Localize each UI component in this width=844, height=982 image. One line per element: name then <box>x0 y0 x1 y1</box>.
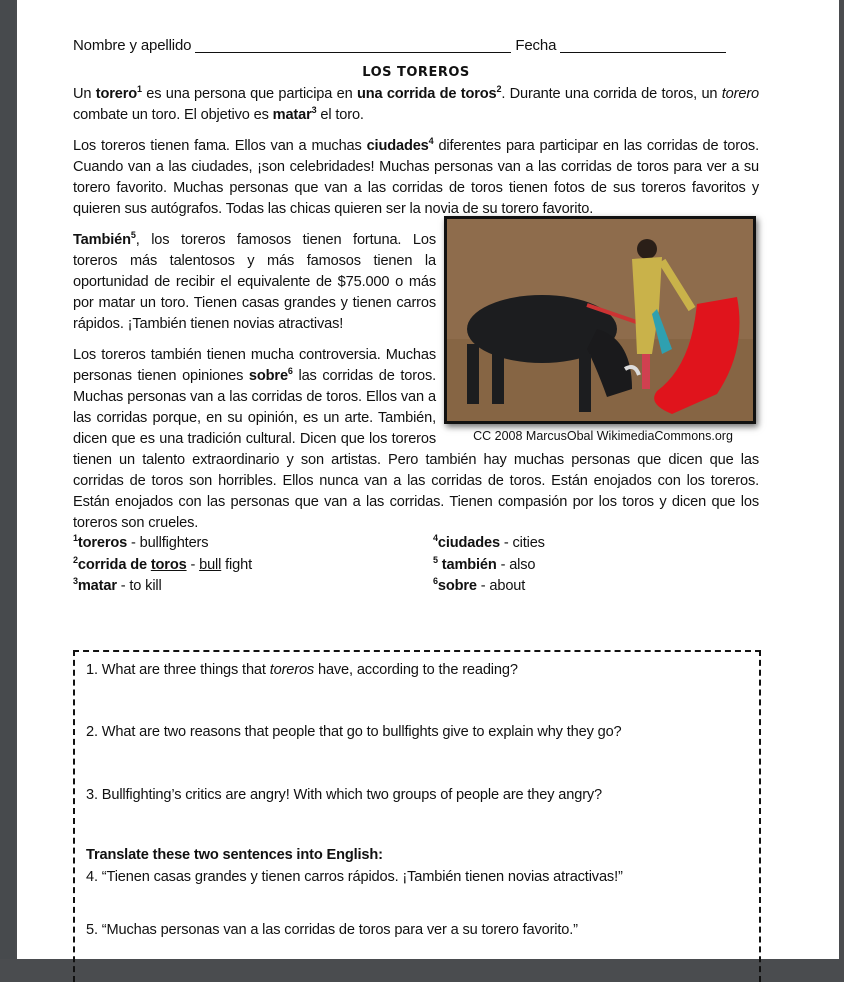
footnote-marker: 4 <box>428 136 434 146</box>
footnote-marker: 2 <box>496 84 502 94</box>
text-run: el toro. <box>316 107 364 123</box>
glossary-item: $^1$toreros - bullfighters <box>73 533 209 551</box>
text-run: es una persona que participa en <box>141 86 357 102</box>
text-run: Los toreros también tienen mucha controversia. Muchas personas tienen opiniones <box>73 347 436 384</box>
glossary-item: $^4$ciudades - cities <box>433 533 545 551</box>
question-2: 2. What are two reasons that people that go to bullfights give to explain why they go? <box>86 724 622 740</box>
text-run: las corridas de toros. Muchas personas van a las corridas de toros. Ellos van a las corridas porque, en su opinión, es un arte. También, dicen que es una tradición cultural. Dicen que los toreros tienen un talento extraordinario y son artistas. Pero también hay muchas personas que dicen que las corridas de toros son horribles. Ellos nunca van a las corridas de toros. Están enojados con los toreros. Están enojados con las personas que van a las corridas. Tienen compasión por los toros y dicen que los toreros son crueles. <box>73 368 759 531</box>
glossary-item: $^5$ también - also <box>433 554 536 573</box>
glossary-item: $^6$sobre - about <box>433 576 526 594</box>
paragraph-1 <box>73 84 759 126</box>
name-label: Nombre y apellido <box>73 37 192 54</box>
bullfight-photo <box>444 216 756 424</box>
date-blank[interactable] <box>560 37 726 53</box>
text-run: torero <box>721 86 759 102</box>
worksheet-content <box>73 34 759 598</box>
glossary <box>73 533 759 598</box>
vocab-term: matar <box>272 107 312 123</box>
text-run: , los toreros famosos tienen fortuna. Los toreros más talentosos y más famosos tienen la oportunidad de recibir el equivalente de $75.000 o más por matar un toro. Tienen casas grandes y tienen carros rápidos. ¡También tienen novias atractivas! <box>73 232 436 332</box>
photo-figure <box>444 216 762 447</box>
footnote-marker: 6 <box>287 366 293 376</box>
name-blank[interactable] <box>195 37 511 53</box>
question-5: 5. “Muchas personas van a las corridas de toros para ver a su torero favorito.” <box>86 922 578 938</box>
vocab-term: sobre <box>248 368 288 384</box>
question-3: 3. Bullfighting’s critics are angry! With which two groups of people are they angry? <box>86 787 603 803</box>
paragraph-2 <box>73 136 759 220</box>
name-date-header <box>73 34 759 56</box>
viewer-sidebar <box>0 0 15 959</box>
questions-box <box>73 650 761 982</box>
question-1: 1. What are three things that toreros have, according to the reading? <box>86 662 518 678</box>
text-run: Los toreros tienen fama. Ellos van a muchas <box>73 138 367 154</box>
vocab-term: torero <box>95 86 138 102</box>
vocab-term: También <box>73 232 131 248</box>
glossary-item: $^3$matar - to kill <box>73 576 162 594</box>
text-run: Un <box>73 86 96 102</box>
date-label: Fecha <box>515 37 557 54</box>
footnote-marker: 1 <box>137 84 142 94</box>
vocab-term: ciudades <box>366 138 429 154</box>
page-title: LOS TOREROS <box>362 65 470 80</box>
glossary-item: $^2$corrida de toros - bull fight <box>73 554 252 573</box>
footnote-marker: 3 <box>311 105 317 115</box>
translate-heading: Translate these two sentences into English: <box>86 847 383 863</box>
text-run: combate un toro. El objetivo es <box>73 107 273 123</box>
text-run: . Durante una corrida de toros, un <box>501 86 722 102</box>
text-run: diferentes para participar en las corridas de toros. Cuando van a las ciudades, ¡son celebridades! Muchas personas van a las corridas de toros para ver a su torero favorito. Muchas personas que van a las corridas de toros tienen fotos de sus toreros favoritos y quieren sus autógrafos. Todas las chicas quieren ser la novia de su torero favorito. <box>73 138 759 217</box>
vocab-term: una corrida de toros <box>356 86 497 102</box>
footnote-marker: 5 <box>130 230 136 240</box>
question-4: 4. “Tienen casas grandes y tienen carros rápidos. ¡También tienen novias atractivas!” <box>86 869 623 885</box>
photo-caption: CC 2008 MarcusObal WikimediaCommons.org <box>473 429 733 443</box>
